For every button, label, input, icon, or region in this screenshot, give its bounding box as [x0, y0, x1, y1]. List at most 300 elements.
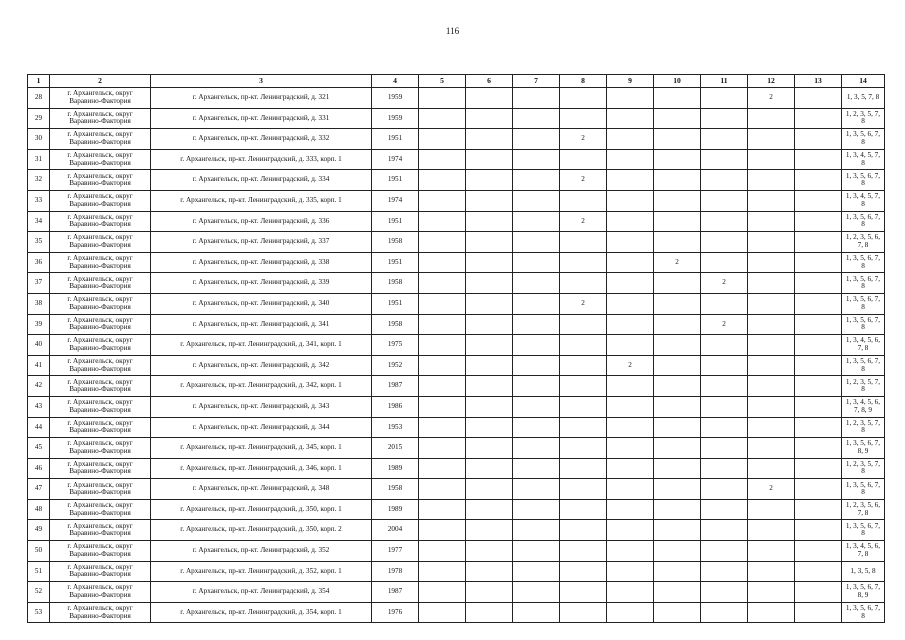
column-12-cell: [748, 232, 795, 253]
column-8-cell: [560, 458, 607, 479]
column-13-cell: [795, 232, 842, 253]
column-header: 10: [654, 75, 701, 88]
year-cell: 1987: [372, 376, 419, 397]
codes-cell: 1, 3, 5, 6, 7, 8: [842, 355, 885, 376]
address-cell: г. Архангельск, пр-кт. Ленинградский, д. 341: [151, 314, 372, 335]
column-12-cell: 2: [748, 88, 795, 109]
column-5-cell: [419, 190, 466, 211]
column-11-cell: [701, 582, 748, 603]
year-cell: 1959: [372, 108, 419, 129]
column-10-cell: [654, 108, 701, 129]
column-6-cell: [466, 108, 513, 129]
district-cell: г. Архангельск, округ Варавино-Фактория: [50, 108, 151, 129]
column-8-cell: 2: [560, 129, 607, 150]
address-cell: г. Архангельск, пр-кт. Ленинградский, д. 321: [151, 88, 372, 109]
column-header: 9: [607, 75, 654, 88]
row-number-cell: 34: [28, 211, 50, 232]
column-13-cell: [795, 314, 842, 335]
column-8-cell: [560, 88, 607, 109]
column-11-cell: [701, 438, 748, 459]
column-6-cell: [466, 582, 513, 603]
column-7-cell: [513, 458, 560, 479]
column-6-cell: [466, 211, 513, 232]
column-7-cell: [513, 479, 560, 500]
table-row: [28, 396, 885, 417]
column-6-cell: [466, 149, 513, 170]
column-7-cell: [513, 396, 560, 417]
column-5-cell: [419, 252, 466, 273]
row-number-cell: 28: [28, 88, 50, 109]
column-9-cell: [607, 232, 654, 253]
column-11-cell: [701, 129, 748, 150]
column-13-cell: [795, 376, 842, 397]
year-cell: 2004: [372, 520, 419, 541]
column-8-cell: [560, 335, 607, 356]
address-cell: г. Архангельск, пр-кт. Ленинградский, д. 346, корп. 1: [151, 458, 372, 479]
column-11-cell: [701, 252, 748, 273]
column-10-cell: [654, 458, 701, 479]
column-11-cell: [701, 335, 748, 356]
address-cell: г. Архангельск, пр-кт. Ленинградский, д. 344: [151, 417, 372, 438]
row-number-cell: 38: [28, 293, 50, 314]
column-9-cell: [607, 438, 654, 459]
column-13-cell: [795, 211, 842, 232]
address-cell: г. Архангельск, пр-кт. Ленинградский, д. 352, корп. 1: [151, 561, 372, 582]
district-cell: г. Архангельск, округ Варавино-Фактория: [50, 438, 151, 459]
column-13-cell: [795, 149, 842, 170]
column-6-cell: [466, 499, 513, 520]
table-row: [28, 273, 885, 294]
column-8-cell: [560, 541, 607, 562]
column-10-cell: [654, 273, 701, 294]
row-number-cell: 29: [28, 108, 50, 129]
column-12-cell: [748, 293, 795, 314]
column-10-cell: [654, 479, 701, 500]
column-5-cell: [419, 561, 466, 582]
codes-cell: 1, 3, 5, 6, 7, 8: [842, 211, 885, 232]
column-header: 13: [795, 75, 842, 88]
column-6-cell: [466, 458, 513, 479]
column-10-cell: [654, 376, 701, 397]
column-5-cell: [419, 417, 466, 438]
column-5-cell: [419, 396, 466, 417]
year-cell: 1977: [372, 541, 419, 562]
column-9-cell: [607, 108, 654, 129]
column-5-cell: [419, 314, 466, 335]
column-7-cell: [513, 417, 560, 438]
column-8-cell: [560, 376, 607, 397]
codes-cell: 1, 3, 5, 6, 7, 8: [842, 252, 885, 273]
column-10-cell: [654, 602, 701, 623]
address-cell: г. Архангельск, пр-кт. Ленинградский, д. 354: [151, 582, 372, 603]
column-13-cell: [795, 561, 842, 582]
year-cell: 1952: [372, 355, 419, 376]
district-cell: г. Архангельск, округ Варавино-Фактория: [50, 293, 151, 314]
row-number-cell: 46: [28, 458, 50, 479]
column-12-cell: [748, 252, 795, 273]
column-13-cell: [795, 293, 842, 314]
column-13-cell: [795, 273, 842, 294]
year-cell: 1987: [372, 582, 419, 603]
row-number-cell: 51: [28, 561, 50, 582]
district-cell: г. Архангельск, округ Варавино-Фактория: [50, 252, 151, 273]
column-8-cell: [560, 149, 607, 170]
column-5-cell: [419, 335, 466, 356]
column-8-cell: [560, 582, 607, 603]
table-row: [28, 479, 885, 500]
column-7-cell: [513, 170, 560, 191]
column-9-cell: [607, 149, 654, 170]
codes-cell: 1, 2, 3, 5, 7, 8: [842, 108, 885, 129]
column-7-cell: [513, 561, 560, 582]
column-11-cell: [701, 520, 748, 541]
address-cell: г. Архангельск, пр-кт. Ленинградский, д. 350, корп. 1: [151, 499, 372, 520]
column-7-cell: [513, 520, 560, 541]
column-6-cell: [466, 335, 513, 356]
column-7-cell: [513, 273, 560, 294]
column-7-cell: [513, 499, 560, 520]
column-9-cell: [607, 88, 654, 109]
column-7-cell: [513, 108, 560, 129]
year-cell: 1958: [372, 273, 419, 294]
year-cell: 1958: [372, 314, 419, 335]
codes-cell: 1, 2, 3, 5, 7, 8: [842, 417, 885, 438]
codes-cell: 1, 3, 5, 6, 7, 8: [842, 520, 885, 541]
column-11-cell: [701, 355, 748, 376]
column-11-cell: [701, 561, 748, 582]
table-body: [28, 88, 885, 623]
column-12-cell: [748, 129, 795, 150]
column-13-cell: [795, 190, 842, 211]
district-cell: г. Архангельск, округ Варавино-Фактория: [50, 355, 151, 376]
column-5-cell: [419, 355, 466, 376]
column-header: 1: [28, 75, 50, 88]
column-6-cell: [466, 376, 513, 397]
column-12-cell: [748, 335, 795, 356]
address-cell: г. Архангельск, пр-кт. Ленинградский, д. 339: [151, 273, 372, 294]
column-8-cell: [560, 190, 607, 211]
year-cell: 1958: [372, 479, 419, 500]
row-number-cell: 52: [28, 582, 50, 603]
column-6-cell: [466, 355, 513, 376]
district-cell: г. Архангельск, округ Варавино-Фактория: [50, 602, 151, 623]
column-11-cell: [701, 499, 748, 520]
column-8-cell: [560, 520, 607, 541]
column-header: 12: [748, 75, 795, 88]
table-row: [28, 252, 885, 273]
column-9-cell: [607, 335, 654, 356]
codes-cell: 1, 3, 4, 5, 7, 8: [842, 149, 885, 170]
column-10-cell: [654, 438, 701, 459]
column-12-cell: [748, 108, 795, 129]
address-cell: г. Архангельск, пр-кт. Ленинградский, д. 350, корп. 2: [151, 520, 372, 541]
district-cell: г. Архангельск, округ Варавино-Фактория: [50, 541, 151, 562]
column-10-cell: [654, 335, 701, 356]
column-header: 5: [419, 75, 466, 88]
codes-cell: 1, 3, 5, 6, 7, 8: [842, 170, 885, 191]
codes-cell: 1, 3, 5, 6, 7, 8: [842, 479, 885, 500]
column-header: 4: [372, 75, 419, 88]
column-13-cell: [795, 458, 842, 479]
address-cell: г. Архангельск, пр-кт. Ленинградский, д. 338: [151, 252, 372, 273]
column-8-cell: 2: [560, 293, 607, 314]
address-cell: г. Архангельск, пр-кт. Ленинградский, д. 334: [151, 170, 372, 191]
table-row: [28, 314, 885, 335]
column-6-cell: [466, 541, 513, 562]
address-cell: г. Архангельск, пр-кт. Ленинградский, д. 345, корп. 1: [151, 438, 372, 459]
column-7-cell: [513, 211, 560, 232]
column-13-cell: [795, 499, 842, 520]
column-12-cell: [748, 314, 795, 335]
column-9-cell: [607, 520, 654, 541]
year-cell: 1951: [372, 252, 419, 273]
column-12-cell: [748, 438, 795, 459]
column-11-cell: [701, 458, 748, 479]
district-cell: г. Архангельск, округ Варавино-Фактория: [50, 190, 151, 211]
column-6-cell: [466, 438, 513, 459]
row-number-cell: 32: [28, 170, 50, 191]
table-row: [28, 190, 885, 211]
district-cell: г. Архангельск, округ Варавино-Фактория: [50, 88, 151, 109]
column-10-cell: [654, 129, 701, 150]
column-13-cell: [795, 438, 842, 459]
column-12-cell: [748, 149, 795, 170]
column-5-cell: [419, 541, 466, 562]
codes-cell: 1, 3, 5, 7, 8: [842, 88, 885, 109]
column-12-cell: [748, 211, 795, 232]
column-6-cell: [466, 561, 513, 582]
table-row: [28, 376, 885, 397]
table-row: [28, 438, 885, 459]
district-cell: г. Архангельск, округ Варавино-Фактория: [50, 582, 151, 603]
column-8-cell: [560, 396, 607, 417]
year-cell: 1951: [372, 293, 419, 314]
column-6-cell: [466, 479, 513, 500]
row-number-cell: 41: [28, 355, 50, 376]
address-cell: г. Архангельск, пр-кт. Ленинградский, д. 331: [151, 108, 372, 129]
district-cell: г. Архангельск, округ Варавино-Фактория: [50, 232, 151, 253]
column-9-cell: [607, 541, 654, 562]
codes-cell: 1, 3, 5, 6, 7, 8: [842, 273, 885, 294]
column-11-cell: [701, 602, 748, 623]
column-6-cell: [466, 417, 513, 438]
column-11-cell: [701, 88, 748, 109]
table-row: [28, 293, 885, 314]
column-5-cell: [419, 602, 466, 623]
column-12-cell: [748, 541, 795, 562]
district-cell: г. Архангельск, округ Варавино-Фактория: [50, 170, 151, 191]
column-7-cell: [513, 252, 560, 273]
column-9-cell: [607, 376, 654, 397]
row-number-cell: 43: [28, 396, 50, 417]
column-10-cell: [654, 561, 701, 582]
district-cell: г. Архангельск, округ Варавино-Фактория: [50, 396, 151, 417]
column-10-cell: [654, 582, 701, 603]
column-8-cell: [560, 252, 607, 273]
column-8-cell: [560, 314, 607, 335]
column-5-cell: [419, 273, 466, 294]
address-cell: г. Архангельск, пр-кт. Ленинградский, д. 354, корп. 1: [151, 602, 372, 623]
row-number-cell: 42: [28, 376, 50, 397]
column-10-cell: [654, 149, 701, 170]
column-header: 3: [151, 75, 372, 88]
column-12-cell: [748, 273, 795, 294]
column-11-cell: [701, 232, 748, 253]
column-11-cell: [701, 417, 748, 438]
column-8-cell: 2: [560, 170, 607, 191]
table-row: [28, 582, 885, 603]
column-12-cell: [748, 396, 795, 417]
column-13-cell: [795, 129, 842, 150]
column-5-cell: [419, 88, 466, 109]
codes-cell: 1, 3, 5, 6, 7, 8: [842, 129, 885, 150]
column-13-cell: [795, 582, 842, 603]
address-cell: г. Архангельск, пр-кт. Ленинградский, д. 340: [151, 293, 372, 314]
column-header: 11: [701, 75, 748, 88]
column-13-cell: [795, 520, 842, 541]
codes-cell: 1, 3, 5, 6, 7, 8, 9: [842, 582, 885, 603]
column-6-cell: [466, 129, 513, 150]
column-12-cell: [748, 355, 795, 376]
table-row: [28, 335, 885, 356]
year-cell: 1951: [372, 211, 419, 232]
codes-cell: 1, 3, 4, 5, 7, 8: [842, 190, 885, 211]
column-8-cell: [560, 417, 607, 438]
column-10-cell: [654, 355, 701, 376]
table-row: [28, 602, 885, 623]
column-8-cell: [560, 438, 607, 459]
table-row: [28, 129, 885, 150]
row-number-cell: 30: [28, 129, 50, 150]
address-cell: г. Архангельск, пр-кт. Ленинградский, д. 336: [151, 211, 372, 232]
column-10-cell: [654, 520, 701, 541]
row-number-cell: 45: [28, 438, 50, 459]
column-11-cell: [701, 149, 748, 170]
year-cell: 2015: [372, 438, 419, 459]
column-8-cell: [560, 232, 607, 253]
column-9-cell: 2: [607, 355, 654, 376]
row-number-cell: 40: [28, 335, 50, 356]
column-6-cell: [466, 396, 513, 417]
page-number: 116: [445, 26, 460, 36]
district-cell: г. Архангельск, округ Варавино-Фактория: [50, 273, 151, 294]
column-6-cell: [466, 190, 513, 211]
row-number-cell: 49: [28, 520, 50, 541]
column-9-cell: [607, 211, 654, 232]
column-7-cell: [513, 602, 560, 623]
column-12-cell: 2: [748, 479, 795, 500]
table-row: [28, 499, 885, 520]
address-cell: г. Архангельск, пр-кт. Ленинградский, д. 348: [151, 479, 372, 500]
table-row: [28, 355, 885, 376]
column-9-cell: [607, 314, 654, 335]
codes-cell: 1, 2, 3, 5, 6, 7, 8: [842, 499, 885, 520]
column-header: 7: [513, 75, 560, 88]
column-13-cell: [795, 396, 842, 417]
column-7-cell: [513, 314, 560, 335]
row-number-cell: 48: [28, 499, 50, 520]
column-13-cell: [795, 252, 842, 273]
table-row: [28, 458, 885, 479]
column-13-cell: [795, 335, 842, 356]
column-7-cell: [513, 88, 560, 109]
column-header: 2: [50, 75, 151, 88]
column-7-cell: [513, 129, 560, 150]
table-row: [28, 520, 885, 541]
table-row: [28, 417, 885, 438]
codes-cell: 1, 3, 4, 5, 6, 7, 8: [842, 541, 885, 562]
column-5-cell: [419, 376, 466, 397]
district-cell: г. Архангельск, округ Варавино-Фактория: [50, 499, 151, 520]
column-11-cell: [701, 541, 748, 562]
column-9-cell: [607, 561, 654, 582]
row-number-cell: 31: [28, 149, 50, 170]
district-cell: г. Архангельск, округ Варавино-Фактория: [50, 129, 151, 150]
codes-cell: 1, 3, 4, 5, 6, 7, 8, 9: [842, 396, 885, 417]
column-6-cell: [466, 88, 513, 109]
column-11-cell: [701, 293, 748, 314]
year-cell: 1986: [372, 396, 419, 417]
column-13-cell: [795, 479, 842, 500]
table-row: [28, 170, 885, 191]
column-11-cell: 2: [701, 273, 748, 294]
column-7-cell: [513, 190, 560, 211]
column-10-cell: [654, 396, 701, 417]
column-6-cell: [466, 602, 513, 623]
column-12-cell: [748, 582, 795, 603]
column-11-cell: [701, 211, 748, 232]
codes-cell: 1, 2, 3, 5, 7, 8: [842, 376, 885, 397]
column-5-cell: [419, 129, 466, 150]
column-9-cell: [607, 499, 654, 520]
column-7-cell: [513, 376, 560, 397]
address-cell: г. Архангельск, пр-кт. Ленинградский, д. 335, корп. 1: [151, 190, 372, 211]
district-cell: г. Архангельск, округ Варавино-Фактория: [50, 314, 151, 335]
row-number-cell: 39: [28, 314, 50, 335]
column-5-cell: [419, 211, 466, 232]
column-7-cell: [513, 293, 560, 314]
column-5-cell: [419, 499, 466, 520]
district-cell: г. Архангельск, округ Варавино-Фактория: [50, 335, 151, 356]
column-11-cell: [701, 396, 748, 417]
column-10-cell: [654, 211, 701, 232]
column-12-cell: [748, 417, 795, 438]
column-6-cell: [466, 293, 513, 314]
column-12-cell: [748, 170, 795, 191]
column-7-cell: [513, 582, 560, 603]
column-11-cell: [701, 479, 748, 500]
column-9-cell: [607, 190, 654, 211]
column-13-cell: [795, 355, 842, 376]
column-9-cell: [607, 252, 654, 273]
address-cell: г. Архангельск, пр-кт. Ленинградский, д. 341, корп. 1: [151, 335, 372, 356]
column-7-cell: [513, 438, 560, 459]
year-cell: 1951: [372, 129, 419, 150]
row-number-cell: 50: [28, 541, 50, 562]
column-10-cell: [654, 88, 701, 109]
column-6-cell: [466, 520, 513, 541]
column-9-cell: [607, 293, 654, 314]
column-6-cell: [466, 314, 513, 335]
district-cell: г. Архангельск, округ Варавино-Фактория: [50, 458, 151, 479]
column-5-cell: [419, 149, 466, 170]
district-cell: г. Архангельск, округ Варавино-Фактория: [50, 211, 151, 232]
column-12-cell: [748, 561, 795, 582]
column-11-cell: [701, 190, 748, 211]
column-5-cell: [419, 108, 466, 129]
column-6-cell: [466, 252, 513, 273]
column-5-cell: [419, 520, 466, 541]
